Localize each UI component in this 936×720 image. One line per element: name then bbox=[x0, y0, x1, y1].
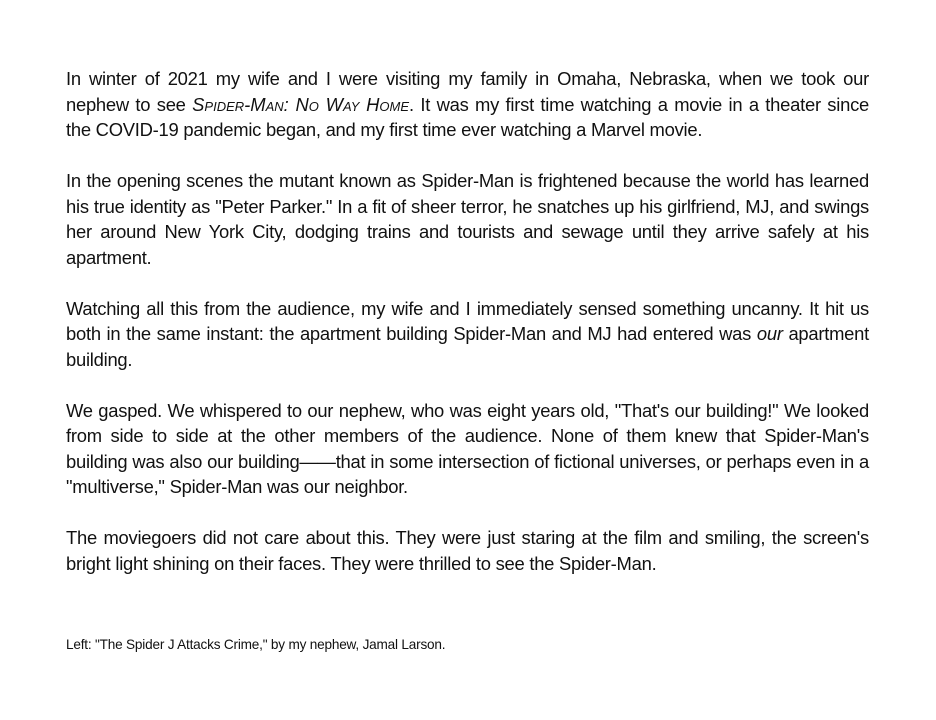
paragraph-1-text-after: . It was my first time watching a movie in a theater since the COVID-19 pandemic began, and my first time ever watching a Marvel movie. bbox=[66, 93, 869, 140]
paragraph-1 bbox=[66, 66, 869, 143]
paragraph-5: The moviegoers did not care about this. They were just staring at the film and smiling, the screen's bright light shining on their faces. They were thrilled to see the Spider-Man. bbox=[66, 527, 869, 574]
paragraph-4: We gasped. We whispered to our nephew, who was eight years old, "That's our building!" We looked from side to side at the other members of the audience. None of them knew that Spider-Man's building was also our building——that in some intersection of fictional universes, or perhaps even in a "multiverse," Spider-Man was our neighbor. bbox=[66, 399, 869, 497]
image-caption: Left: "The Spider J Attacks Crime," by my nephew, Jamal Larson. bbox=[66, 637, 446, 652]
movie-title: Spider-Man: No Way Home bbox=[192, 93, 410, 115]
paragraph-3-text-before: Watching all this from the audience, my wife and I immediately sensed something uncanny. It hit us both in the same instant: the apartment building Spider-Man and MJ had entered was bbox=[66, 297, 869, 344]
paragraph-3-text-after: apartment building. bbox=[66, 323, 869, 370]
emphasis-our: our bbox=[756, 323, 783, 344]
paragraph-1-text-before: In winter of 2021 my wife and I were visiting my family in Omaha, Nebraska, when we took our nephew to see bbox=[66, 68, 869, 115]
essay-body bbox=[66, 66, 869, 602]
paragraph-2: In the opening scenes the mutant known as Spider-Man is frightened because the world has learned his true identity as "Peter Parker." In a fit of sheer terror, he snatches up his girlfriend, MJ, and swings her around New York City, dodging trains and tourists and sewage until they arrive safely at his apartment. bbox=[66, 170, 869, 268]
paragraph-3 bbox=[66, 296, 869, 373]
